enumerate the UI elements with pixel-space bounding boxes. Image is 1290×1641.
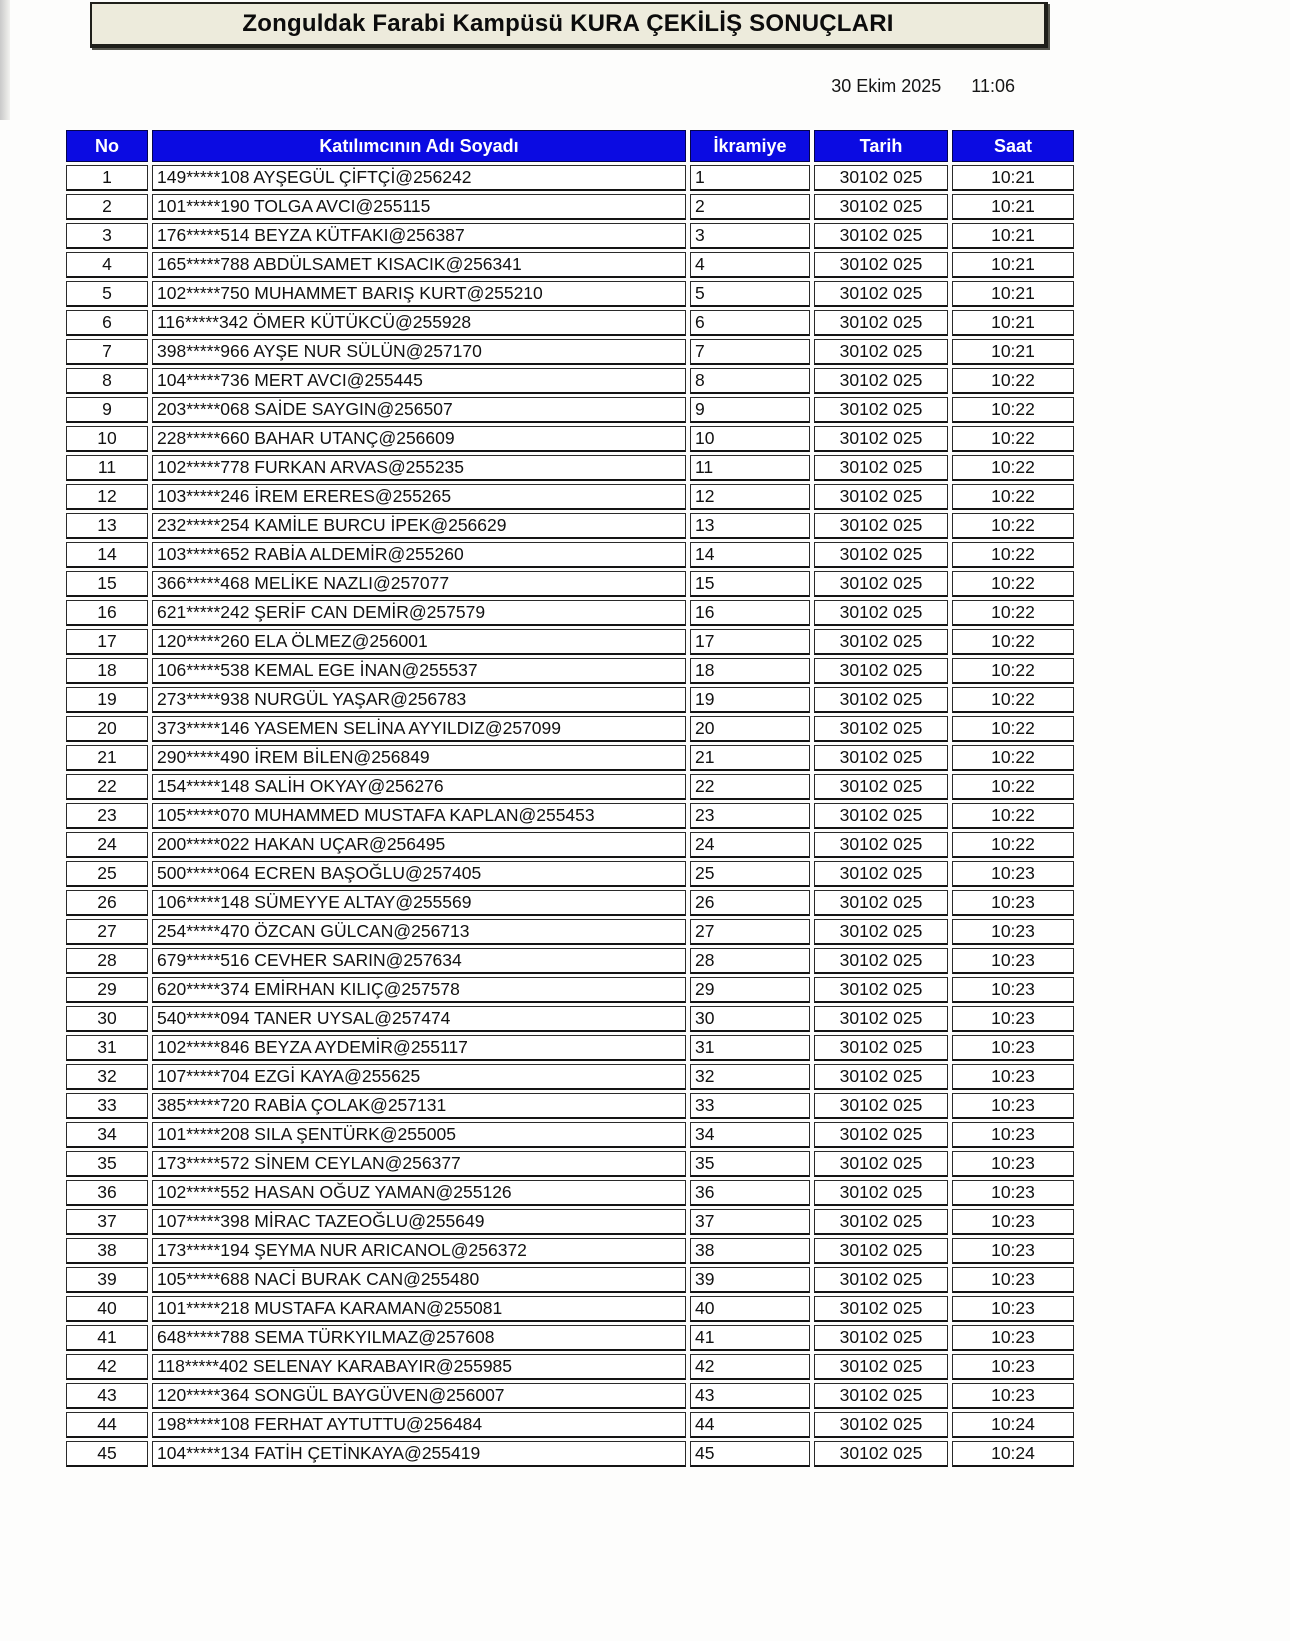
- cell-participant-name: 107*****704 EZGİ KAYA@255625: [152, 1064, 686, 1090]
- cell-ikramiye: 5: [690, 281, 810, 307]
- cell-ikramiye: 25: [690, 861, 810, 887]
- cell-tarih: 30102 025: [814, 658, 948, 684]
- cell-saat: 10:22: [952, 774, 1074, 800]
- cell-ikramiye: 28: [690, 948, 810, 974]
- cell-no: 9: [66, 397, 148, 423]
- cell-participant-name: 620*****374 EMİRHAN KILIÇ@257578: [152, 977, 686, 1003]
- cell-saat: 10:23: [952, 1325, 1074, 1351]
- cell-saat: 10:23: [952, 1093, 1074, 1119]
- table-row: [66, 1238, 1074, 1264]
- table-row: [66, 1354, 1074, 1380]
- cell-participant-name: 106*****538 KEMAL EGE İNAN@255537: [152, 658, 686, 684]
- cell-participant-name: 366*****468 MELİKE NAZLI@257077: [152, 571, 686, 597]
- cell-ikramiye: 7: [690, 339, 810, 365]
- cell-ikramiye: 33: [690, 1093, 810, 1119]
- table-row: [66, 658, 1074, 684]
- table-row: [66, 1093, 1074, 1119]
- table-row: [66, 919, 1074, 945]
- table-row: [66, 339, 1074, 365]
- cell-ikramiye: 15: [690, 571, 810, 597]
- cell-no: 31: [66, 1035, 148, 1061]
- cell-ikramiye: 14: [690, 542, 810, 568]
- cell-no: 8: [66, 368, 148, 394]
- cell-no: 22: [66, 774, 148, 800]
- cell-tarih: 30102 025: [814, 832, 948, 858]
- title-box: [90, 2, 1048, 48]
- cell-no: 40: [66, 1296, 148, 1322]
- cell-saat: 10:22: [952, 455, 1074, 481]
- cell-no: 28: [66, 948, 148, 974]
- cell-ikramiye: 40: [690, 1296, 810, 1322]
- cell-tarih: 30102 025: [814, 1325, 948, 1351]
- cell-no: 19: [66, 687, 148, 713]
- cell-ikramiye: 41: [690, 1325, 810, 1351]
- table-row: [66, 745, 1074, 771]
- cell-participant-name: 154*****148 SALİH OKYAY@256276: [152, 774, 686, 800]
- cell-no: 15: [66, 571, 148, 597]
- header-name: Katılımcının Adı Soyadı: [152, 130, 686, 162]
- cell-tarih: 30102 025: [814, 1180, 948, 1206]
- cell-no: 38: [66, 1238, 148, 1264]
- cell-ikramiye: 20: [690, 716, 810, 742]
- cell-saat: 10:21: [952, 339, 1074, 365]
- cell-participant-name: 102*****778 FURKAN ARVAS@255235: [152, 455, 686, 481]
- cell-saat: 10:22: [952, 716, 1074, 742]
- cell-no: 24: [66, 832, 148, 858]
- cell-participant-name: 648*****788 SEMA TÜRKYILMAZ@257608: [152, 1325, 686, 1351]
- cell-saat: 10:21: [952, 194, 1074, 220]
- cell-no: 2: [66, 194, 148, 220]
- cell-no: 18: [66, 658, 148, 684]
- cell-no: 30: [66, 1006, 148, 1032]
- cell-tarih: 30102 025: [814, 165, 948, 191]
- results-body: [66, 165, 1074, 1467]
- table-row: [66, 484, 1074, 510]
- header-tarih: Tarih: [814, 130, 948, 162]
- cell-saat: 10:24: [952, 1441, 1074, 1467]
- cell-participant-name: 176*****514 BEYZA KÜTFAKI@256387: [152, 223, 686, 249]
- cell-no: 29: [66, 977, 148, 1003]
- cell-participant-name: 165*****788 ABDÜLSAMET KISACIK@256341: [152, 252, 686, 278]
- table-row: [66, 165, 1074, 191]
- cell-ikramiye: 10: [690, 426, 810, 452]
- photo-edge-artifact: [0, 0, 10, 120]
- cell-ikramiye: 22: [690, 774, 810, 800]
- cell-saat: 10:23: [952, 919, 1074, 945]
- cell-participant-name: 102*****750 MUHAMMET BARIŞ KURT@255210: [152, 281, 686, 307]
- cell-ikramiye: 34: [690, 1122, 810, 1148]
- cell-ikramiye: 44: [690, 1412, 810, 1438]
- cell-participant-name: 232*****254 KAMİLE BURCU İPEK@256629: [152, 513, 686, 539]
- cell-saat: 10:24: [952, 1412, 1074, 1438]
- table-row: [66, 252, 1074, 278]
- cell-ikramiye: 27: [690, 919, 810, 945]
- cell-saat: 10:23: [952, 1122, 1074, 1148]
- cell-saat: 10:22: [952, 542, 1074, 568]
- cell-participant-name: 102*****846 BEYZA AYDEMİR@255117: [152, 1035, 686, 1061]
- cell-participant-name: 621*****242 ŞERİF CAN DEMİR@257579: [152, 600, 686, 626]
- cell-saat: 10:23: [952, 1296, 1074, 1322]
- report-datetime: [831, 76, 1015, 97]
- table-row: [66, 803, 1074, 829]
- cell-saat: 10:23: [952, 1035, 1074, 1061]
- table-row: [66, 223, 1074, 249]
- cell-tarih: 30102 025: [814, 1296, 948, 1322]
- table-row: [66, 1151, 1074, 1177]
- cell-participant-name: 101*****218 MUSTAFA KARAMAN@255081: [152, 1296, 686, 1322]
- cell-tarih: 30102 025: [814, 1122, 948, 1148]
- cell-participant-name: 290*****490 İREM BİLEN@256849: [152, 745, 686, 771]
- cell-ikramiye: 43: [690, 1383, 810, 1409]
- table-row: [66, 861, 1074, 887]
- table-row: [66, 542, 1074, 568]
- table-row: [66, 832, 1074, 858]
- cell-tarih: 30102 025: [814, 774, 948, 800]
- cell-no: 42: [66, 1354, 148, 1380]
- cell-no: 41: [66, 1325, 148, 1351]
- cell-saat: 10:22: [952, 687, 1074, 713]
- cell-saat: 10:22: [952, 832, 1074, 858]
- page-title: Zonguldak Farabi Kampüsü KURA ÇEKİLİŞ SONUÇLARI: [242, 10, 894, 37]
- cell-tarih: 30102 025: [814, 600, 948, 626]
- cell-no: 1: [66, 165, 148, 191]
- table-row: [66, 716, 1074, 742]
- cell-ikramiye: 31: [690, 1035, 810, 1061]
- cell-no: 27: [66, 919, 148, 945]
- cell-no: 11: [66, 455, 148, 481]
- cell-participant-name: 105*****688 NACİ BURAK CAN@255480: [152, 1267, 686, 1293]
- cell-no: 6: [66, 310, 148, 336]
- cell-saat: 10:22: [952, 629, 1074, 655]
- table-row: [66, 1441, 1074, 1467]
- cell-tarih: 30102 025: [814, 861, 948, 887]
- table-row: [66, 513, 1074, 539]
- cell-tarih: 30102 025: [814, 1354, 948, 1380]
- table-row: [66, 1006, 1074, 1032]
- table-row: [66, 397, 1074, 423]
- cell-tarih: 30102 025: [814, 1412, 948, 1438]
- cell-ikramiye: 29: [690, 977, 810, 1003]
- header-no: No: [66, 130, 148, 162]
- cell-saat: 10:22: [952, 513, 1074, 539]
- cell-no: 44: [66, 1412, 148, 1438]
- cell-tarih: 30102 025: [814, 919, 948, 945]
- table-row: [66, 368, 1074, 394]
- table-row: [66, 281, 1074, 307]
- table-row: [66, 426, 1074, 452]
- cell-ikramiye: 3: [690, 223, 810, 249]
- table-row: [66, 890, 1074, 916]
- cell-no: 25: [66, 861, 148, 887]
- cell-tarih: 30102 025: [814, 890, 948, 916]
- cell-saat: 10:23: [952, 1267, 1074, 1293]
- cell-saat: 10:22: [952, 600, 1074, 626]
- cell-participant-name: 679*****516 CEVHER SARIN@257634: [152, 948, 686, 974]
- cell-ikramiye: 16: [690, 600, 810, 626]
- cell-participant-name: 106*****148 SÜMEYYE ALTAY@255569: [152, 890, 686, 916]
- cell-saat: 10:21: [952, 223, 1074, 249]
- cell-tarih: 30102 025: [814, 948, 948, 974]
- cell-participant-name: 102*****552 HASAN OĞUZ YAMAN@255126: [152, 1180, 686, 1206]
- cell-participant-name: 398*****966 AYŞE NUR SÜLÜN@257170: [152, 339, 686, 365]
- cell-saat: 10:21: [952, 252, 1074, 278]
- table-row: [66, 1383, 1074, 1409]
- cell-ikramiye: 42: [690, 1354, 810, 1380]
- cell-tarih: 30102 025: [814, 1267, 948, 1293]
- cell-no: 32: [66, 1064, 148, 1090]
- table-row: [66, 948, 1074, 974]
- cell-ikramiye: 45: [690, 1441, 810, 1467]
- cell-participant-name: 120*****260 ELA ÖLMEZ@256001: [152, 629, 686, 655]
- cell-ikramiye: 1: [690, 165, 810, 191]
- table-row: [66, 687, 1074, 713]
- cell-participant-name: 373*****146 YASEMEN SELİNA AYYILDIZ@257099: [152, 716, 686, 742]
- cell-saat: 10:21: [952, 165, 1074, 191]
- cell-ikramiye: 24: [690, 832, 810, 858]
- cell-no: 3: [66, 223, 148, 249]
- header-ikramiye: İkramiye: [690, 130, 810, 162]
- table-row: [66, 1325, 1074, 1351]
- cell-participant-name: 149*****108 AYŞEGÜL ÇİFTÇİ@256242: [152, 165, 686, 191]
- cell-tarih: 30102 025: [814, 513, 948, 539]
- cell-ikramiye: 36: [690, 1180, 810, 1206]
- cell-tarih: 30102 025: [814, 223, 948, 249]
- cell-tarih: 30102 025: [814, 339, 948, 365]
- cell-saat: 10:23: [952, 1151, 1074, 1177]
- results-table: [62, 127, 1078, 1470]
- cell-tarih: 30102 025: [814, 1238, 948, 1264]
- cell-tarih: 30102 025: [814, 252, 948, 278]
- table-row: [66, 1209, 1074, 1235]
- cell-tarih: 30102 025: [814, 977, 948, 1003]
- cell-no: 17: [66, 629, 148, 655]
- table-row: [66, 600, 1074, 626]
- cell-no: 16: [66, 600, 148, 626]
- report-time: 11:06: [971, 76, 1015, 96]
- cell-no: 26: [66, 890, 148, 916]
- cell-saat: 10:23: [952, 861, 1074, 887]
- table-row: [66, 977, 1074, 1003]
- table-row: [66, 1296, 1074, 1322]
- cell-participant-name: 103*****246 İREM ERERES@255265: [152, 484, 686, 510]
- cell-participant-name: 198*****108 FERHAT AYTUTTU@256484: [152, 1412, 686, 1438]
- cell-tarih: 30102 025: [814, 629, 948, 655]
- cell-tarih: 30102 025: [814, 803, 948, 829]
- table-row: [66, 194, 1074, 220]
- cell-no: 7: [66, 339, 148, 365]
- cell-tarih: 30102 025: [814, 1064, 948, 1090]
- cell-participant-name: 104*****736 MERT AVCI@255445: [152, 368, 686, 394]
- cell-saat: 10:22: [952, 484, 1074, 510]
- cell-participant-name: 228*****660 BAHAR UTANÇ@256609: [152, 426, 686, 452]
- cell-participant-name: 101*****208 SILA ŞENTÜRK@255005: [152, 1122, 686, 1148]
- cell-participant-name: 540*****094 TANER UYSAL@257474: [152, 1006, 686, 1032]
- cell-tarih: 30102 025: [814, 368, 948, 394]
- cell-ikramiye: 11: [690, 455, 810, 481]
- table-row: [66, 310, 1074, 336]
- cell-saat: 10:22: [952, 571, 1074, 597]
- cell-participant-name: 101*****190 TOLGA AVCI@255115: [152, 194, 686, 220]
- cell-no: 36: [66, 1180, 148, 1206]
- cell-ikramiye: 37: [690, 1209, 810, 1235]
- cell-participant-name: 173*****572 SİNEM CEYLAN@256377: [152, 1151, 686, 1177]
- cell-saat: 10:23: [952, 1006, 1074, 1032]
- cell-no: 34: [66, 1122, 148, 1148]
- cell-saat: 10:22: [952, 368, 1074, 394]
- cell-tarih: 30102 025: [814, 1093, 948, 1119]
- cell-saat: 10:21: [952, 310, 1074, 336]
- cell-no: 45: [66, 1441, 148, 1467]
- table-row: [66, 774, 1074, 800]
- cell-saat: 10:22: [952, 745, 1074, 771]
- cell-participant-name: 254*****470 ÖZCAN GÜLCAN@256713: [152, 919, 686, 945]
- cell-ikramiye: 12: [690, 484, 810, 510]
- cell-tarih: 30102 025: [814, 1035, 948, 1061]
- cell-ikramiye: 19: [690, 687, 810, 713]
- cell-saat: 10:23: [952, 1064, 1074, 1090]
- cell-tarih: 30102 025: [814, 397, 948, 423]
- table-row: [66, 1035, 1074, 1061]
- cell-tarih: 30102 025: [814, 716, 948, 742]
- table-row: [66, 629, 1074, 655]
- cell-saat: 10:21: [952, 281, 1074, 307]
- cell-tarih: 30102 025: [814, 687, 948, 713]
- table-row: [66, 571, 1074, 597]
- cell-participant-name: 273*****938 NURGÜL YAŞAR@256783: [152, 687, 686, 713]
- cell-participant-name: 385*****720 RABİA ÇOLAK@257131: [152, 1093, 686, 1119]
- cell-ikramiye: 30: [690, 1006, 810, 1032]
- cell-participant-name: 104*****134 FATİH ÇETİNKAYA@255419: [152, 1441, 686, 1467]
- cell-saat: 10:22: [952, 658, 1074, 684]
- cell-saat: 10:23: [952, 977, 1074, 1003]
- cell-tarih: 30102 025: [814, 571, 948, 597]
- cell-ikramiye: 8: [690, 368, 810, 394]
- cell-no: 35: [66, 1151, 148, 1177]
- cell-participant-name: 118*****402 SELENAY KARABAYIR@255985: [152, 1354, 686, 1380]
- cell-ikramiye: 4: [690, 252, 810, 278]
- cell-tarih: 30102 025: [814, 194, 948, 220]
- cell-participant-name: 500*****064 ECREN BAŞOĞLU@257405: [152, 861, 686, 887]
- cell-no: 14: [66, 542, 148, 568]
- cell-no: 43: [66, 1383, 148, 1409]
- cell-ikramiye: 17: [690, 629, 810, 655]
- cell-ikramiye: 39: [690, 1267, 810, 1293]
- cell-tarih: 30102 025: [814, 1151, 948, 1177]
- cell-saat: 10:22: [952, 426, 1074, 452]
- cell-saat: 10:23: [952, 1238, 1074, 1264]
- cell-tarih: 30102 025: [814, 426, 948, 452]
- cell-participant-name: 173*****194 ŞEYMA NUR ARICANOL@256372: [152, 1238, 686, 1264]
- cell-participant-name: 107*****398 MİRAC TAZEOĞLU@255649: [152, 1209, 686, 1235]
- cell-ikramiye: 32: [690, 1064, 810, 1090]
- cell-saat: 10:22: [952, 397, 1074, 423]
- cell-tarih: 30102 025: [814, 310, 948, 336]
- cell-no: 4: [66, 252, 148, 278]
- cell-tarih: 30102 025: [814, 542, 948, 568]
- cell-no: 20: [66, 716, 148, 742]
- cell-tarih: 30102 025: [814, 281, 948, 307]
- cell-participant-name: 116*****342 ÖMER KÜTÜKCÜ@255928: [152, 310, 686, 336]
- cell-participant-name: 105*****070 MUHAMMED MUSTAFA KAPLAN@255453: [152, 803, 686, 829]
- cell-saat: 10:23: [952, 1180, 1074, 1206]
- cell-no: 10: [66, 426, 148, 452]
- cell-no: 37: [66, 1209, 148, 1235]
- cell-ikramiye: 35: [690, 1151, 810, 1177]
- cell-ikramiye: 21: [690, 745, 810, 771]
- cell-saat: 10:23: [952, 1383, 1074, 1409]
- cell-no: 21: [66, 745, 148, 771]
- cell-no: 5: [66, 281, 148, 307]
- cell-ikramiye: 23: [690, 803, 810, 829]
- table-row: [66, 1412, 1074, 1438]
- cell-no: 23: [66, 803, 148, 829]
- cell-tarih: 30102 025: [814, 484, 948, 510]
- table-row: [66, 455, 1074, 481]
- table-header-row: [66, 130, 1074, 162]
- cell-saat: 10:22: [952, 803, 1074, 829]
- cell-ikramiye: 38: [690, 1238, 810, 1264]
- cell-ikramiye: 26: [690, 890, 810, 916]
- cell-participant-name: 203*****068 SAİDE SAYGIN@256507: [152, 397, 686, 423]
- table-row: [66, 1267, 1074, 1293]
- report-date: 30 Ekim 2025: [831, 76, 942, 96]
- cell-participant-name: 200*****022 HAKAN UÇAR@256495: [152, 832, 686, 858]
- cell-ikramiye: 2: [690, 194, 810, 220]
- cell-saat: 10:23: [952, 1354, 1074, 1380]
- cell-ikramiye: 18: [690, 658, 810, 684]
- cell-ikramiye: 13: [690, 513, 810, 539]
- cell-saat: 10:23: [952, 890, 1074, 916]
- table-row: [66, 1180, 1074, 1206]
- cell-no: 12: [66, 484, 148, 510]
- cell-ikramiye: 6: [690, 310, 810, 336]
- cell-tarih: 30102 025: [814, 1209, 948, 1235]
- cell-participant-name: 120*****364 SONGÜL BAYGÜVEN@256007: [152, 1383, 686, 1409]
- cell-tarih: 30102 025: [814, 1441, 948, 1467]
- cell-no: 13: [66, 513, 148, 539]
- cell-tarih: 30102 025: [814, 1383, 948, 1409]
- cell-ikramiye: 9: [690, 397, 810, 423]
- header-saat: Saat: [952, 130, 1074, 162]
- cell-no: 33: [66, 1093, 148, 1119]
- cell-saat: 10:23: [952, 1209, 1074, 1235]
- cell-tarih: 30102 025: [814, 1006, 948, 1032]
- cell-participant-name: 103*****652 RABİA ALDEMİR@255260: [152, 542, 686, 568]
- table-row: [66, 1122, 1074, 1148]
- table-row: [66, 1064, 1074, 1090]
- cell-tarih: 30102 025: [814, 745, 948, 771]
- cell-no: 39: [66, 1267, 148, 1293]
- cell-saat: 10:23: [952, 948, 1074, 974]
- cell-tarih: 30102 025: [814, 455, 948, 481]
